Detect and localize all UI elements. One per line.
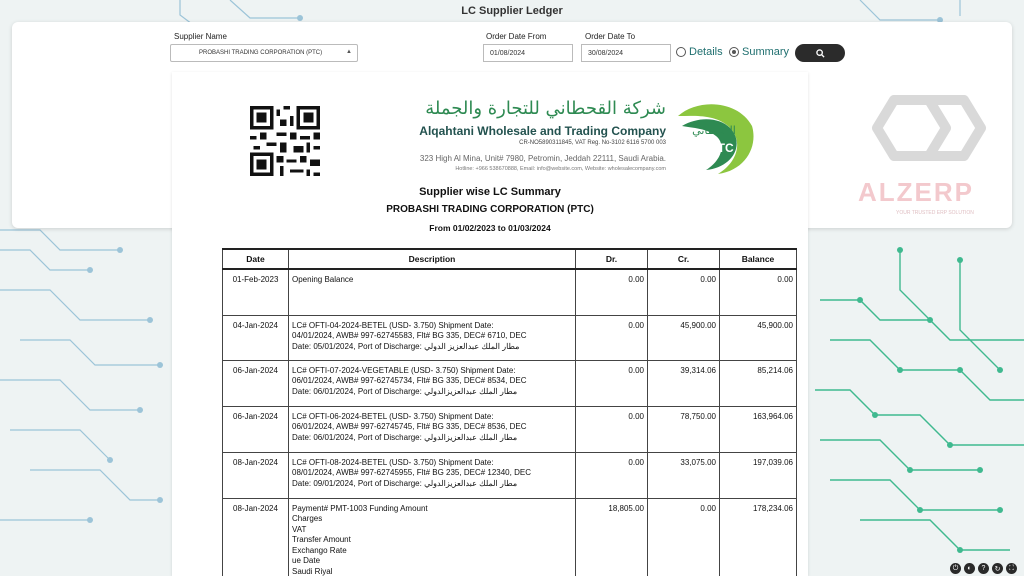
company-arabic-name: شركة القحطاني للتجارة والجملة (425, 98, 666, 119)
cell-date: 08-Jan-2024 (223, 452, 289, 498)
report-title: Supplier wise LC Summary (419, 186, 561, 198)
cell-cr: 45,900.00 (648, 315, 720, 360)
help-icon[interactable]: ? (978, 563, 989, 574)
cell-cr: 33,075.00 (648, 452, 720, 498)
alzerp-watermark: ALZERP (858, 177, 974, 207)
logo-arabic-text: القحطاني (692, 124, 736, 137)
awtc-logo (668, 96, 758, 180)
alzerp-tagline: YOUR TRUSTED ERP SOLUTION (896, 210, 974, 216)
description-line: 08/01/2024, AWB# 997-62745955, Flt# BG 235, DEC# 12340, DEC (292, 468, 531, 477)
report-period: From 01/02/2023 to 01/03/2024 (429, 223, 551, 233)
cell-date: 08-Jan-2024 (223, 498, 289, 576)
column-header-cr: Cr. (648, 249, 720, 269)
cell-description (289, 452, 576, 498)
cell-cr: 39,314.06 (648, 360, 720, 406)
description-line: LC# OFTI-04-2024-BETEL (USD- 3.750) Shipment Date: (292, 320, 494, 330)
description-line: Date: 09/01/2024, Port of Discharge: مطار الملك عبدالعزيزالدولي (292, 478, 518, 488)
description-line: 06/01/2024, AWB# 997-62745734, Flt# BG 335, DEC# 8534, DEC (292, 376, 527, 385)
cell-balance: 45,900.00 (720, 315, 797, 360)
table-row (223, 498, 797, 576)
description-line: 06/01/2024, AWB# 997-62745745, Flt# BG 335, DEC# 8536, DEC (292, 422, 527, 431)
cell-dr: 0.00 (576, 406, 648, 452)
cell-dr: 0.00 (576, 315, 648, 360)
description-line: Transfer Amount (292, 535, 351, 544)
cell-description (289, 498, 576, 576)
cell-cr: 0.00 (648, 498, 720, 576)
ledger-table (222, 248, 797, 576)
status-bar-icons (950, 563, 1017, 574)
details-radio[interactable] (676, 47, 686, 57)
column-header-date: Date (223, 249, 289, 269)
chevron-up-icon: ▲ (346, 49, 352, 55)
table-row (223, 360, 797, 406)
column-header-dr: Dr. (576, 249, 648, 269)
summary-radio[interactable] (729, 47, 739, 57)
report-sheet (172, 72, 808, 576)
refresh-icon[interactable]: ↻ (992, 563, 1003, 574)
order-date-from-input[interactable]: 01/08/2024 (483, 44, 573, 62)
cell-description (289, 269, 576, 315)
company-registration: CR-NO5890311845, VAT Reg. No-3102 6116 5700 003 (519, 140, 666, 146)
cell-balance: 0.00 (720, 269, 797, 315)
description-line: LC# OFTI-07-2024-VEGETABLE (USD- 3.750) Shipment Date: (292, 365, 516, 375)
cell-dr: 0.00 (576, 269, 648, 315)
cell-balance: 163,964.06 (720, 406, 797, 452)
description-line: LC# OFTI-08-2024-BETEL (USD- 3.750) Shipment Date: (292, 457, 494, 467)
fullscreen-icon[interactable]: ⛶ (1006, 563, 1017, 574)
qr-code-icon (250, 106, 320, 176)
summary-label: Summary (742, 46, 790, 58)
cell-dr: 18,805.00 (576, 498, 648, 576)
cell-cr: 0.00 (648, 269, 720, 315)
order-date-to-input[interactable]: 30/08/2024 (581, 44, 671, 62)
company-english-name: Alqahtani Wholesale and Trading Company (419, 124, 666, 138)
theme-icon[interactable]: ◐ (964, 563, 975, 574)
table-row (223, 315, 797, 360)
description-line: Date: 06/01/2024, Port of Discharge: مطار الملك عبدالعزيزالدولي (292, 386, 518, 396)
cell-description (289, 406, 576, 452)
logo-text: AWTC (698, 141, 734, 155)
description-line: LC# OFTI-06-2024-BETEL (USD- 3.750) Shipment Date: (292, 411, 494, 421)
company-address: 323 High Al Mina, Unit# 7980, Petromin, Jeddah 22111, Saudi Arabia. (419, 154, 666, 163)
table-row (223, 452, 797, 498)
details-radio-option[interactable] (676, 46, 723, 58)
cell-date: 06-Jan-2024 (223, 360, 289, 406)
cell-cr: 78,750.00 (648, 406, 720, 452)
cell-balance: 178,234.06 (720, 498, 797, 576)
cell-dr: 0.00 (576, 360, 648, 406)
letterhead (216, 96, 736, 182)
description-line: Opening Balance (292, 275, 354, 284)
order-date-from-label: Order Date From (486, 32, 547, 41)
description-line: Saudi Riyal (292, 566, 333, 576)
summary-radio-option[interactable] (729, 46, 789, 58)
description-line: Exchango Rate (292, 545, 347, 555)
page-title: LC Supplier Ledger (461, 5, 563, 17)
description-line: VAT (292, 524, 307, 534)
search-icon (816, 49, 825, 58)
table-row (223, 406, 797, 452)
column-header-description: Description (289, 249, 576, 269)
supplier-name-label: Supplier Name (174, 32, 227, 41)
description-line: ue Date (292, 556, 321, 565)
cell-balance: 85,214.06 (720, 360, 797, 406)
cell-dr: 0.00 (576, 452, 648, 498)
description-line: Charges (292, 514, 323, 523)
table-header-row (223, 249, 797, 269)
description-line: Date: 06/01/2024, Port of Discharge: مطار الملك عبدالعزيزالدولي (292, 432, 518, 442)
order-date-to-label: Order Date To (585, 32, 636, 41)
description-line: Payment# PMT-1003 Funding Amount (292, 503, 428, 513)
cell-date: 01-Feb-2023 (223, 269, 289, 315)
company-contact: Hotline: +966 538670888, Email: info@website.com, Website: wholesalecompany.com (455, 166, 666, 172)
cell-description (289, 360, 576, 406)
column-header-balance: Balance (720, 249, 797, 269)
supplier-name-select[interactable] (170, 44, 358, 62)
cell-date: 04-Jan-2024 (223, 315, 289, 360)
supplier-name-value: PROBASHI TRADING CORPORATION (PTC) (199, 50, 323, 56)
description-line: Date: 05/01/2024, Port of Discharge: مطار الملك عبدالعزيز الدولي (292, 341, 520, 351)
cell-date: 06-Jan-2024 (223, 406, 289, 452)
table-row (223, 269, 797, 315)
search-button[interactable] (795, 44, 845, 62)
report-supplier: PROBASHI TRADING CORPORATION (PTC) (386, 204, 594, 215)
cell-description (289, 315, 576, 360)
details-label: Details (689, 46, 723, 58)
cell-balance: 197,039.06 (720, 452, 797, 498)
power-icon[interactable]: ⏻ (950, 563, 961, 574)
description-line: 04/01/2024, AWB# 997-62745583, Flt# BG 335, DEC# 6710, DEC (292, 331, 527, 340)
